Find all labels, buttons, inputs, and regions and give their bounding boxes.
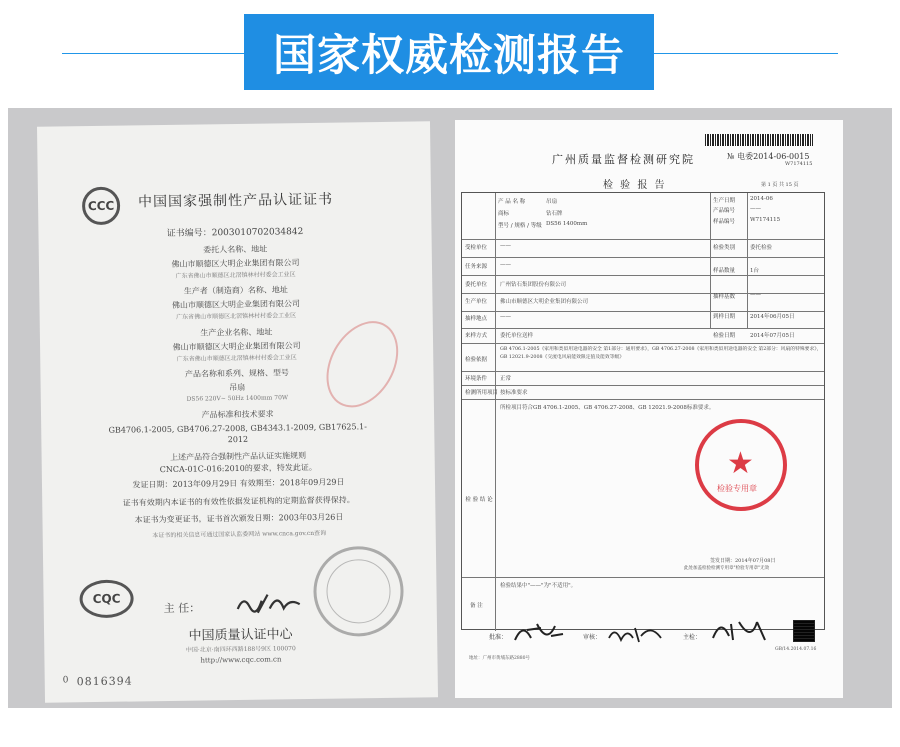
certificate-number: 证书编号：2003010702034842 — [166, 227, 304, 239]
institute-name: 广州质量监督检测研究院 — [552, 153, 695, 166]
approver-signature — [511, 620, 565, 648]
page-indicator: 第 1 页 共 15 页 — [761, 182, 799, 188]
review-label: 审核： — [583, 634, 602, 641]
tester-signature — [707, 616, 771, 644]
conform-line-1: 上述产品符合强制性产品认证实施规则 — [170, 451, 307, 462]
factory-address: 广东省佛山市顺德区北滘镇林村村委会工业区 — [176, 354, 297, 363]
ccc-logo-icon: CCC — [82, 187, 121, 226]
standard-line-2: 2012 — [227, 434, 249, 445]
certificate-dates: 发证日期：2013年09月29日 有效期至：2018年09月29日 — [132, 477, 345, 490]
serial-number: 0816394 — [76, 674, 133, 689]
conform-line-2: CNCA-01C-016:2010的要求，特发此证。 — [159, 462, 317, 475]
footer-code: GB/14.2014.07.16 — [775, 647, 817, 652]
director-signature — [233, 590, 303, 617]
test-label: 主检： — [683, 634, 702, 641]
validity-line: 证书有效期内本证书的有效性依据发证机构的定期监督获得保持。 — [122, 495, 355, 508]
barcode — [705, 134, 813, 146]
factory-label: 生产企业名称、地址 — [200, 327, 273, 338]
report-table: 产 品 名 称 吊扇 商标 钻石牌 型号 / 规格 / 等级 DS56 1400mm 生产日期 2014-06 产品编号 —— 样品编号 W7174115 受检单位 —— 检验类别 委托检验 任务来源 —— 样品数量 1台 委托单位 广州钻石集团股份有限公司 生产单位 佛山市顺德区大明企业集团有限公司 抽样基数 —— 抽样地点 —— 到样日期 2014年06月05日 来样方式 委托单位送样 检验日期 2014年07月05日 检验依据 GB 4706.1-2005《家用和类似用途电器的安全 第1部分：通用要求》，GB 4706.27-2008《家用和类似用途电器的安全 第2部分：风扇的特殊要求》，GB 12021.9-2008《交流电风扇能效限定值及能效等级》 环境条件 正常 检测所用项目 按标准要求 检 验 结 论 所检项目符合GB 4706.1-2005、GB 4706.27-2008、GB 12021.9-2008标准要求。 签发日期：2014年07月08日 此处加盖检验检测专用章"检验专用章"无效 备 注 检验结果中"——"为"不适用"。 — [461, 192, 825, 630]
product-name: 吊扇 — [229, 382, 246, 393]
factory-name: 佛山市顺德区大明企业集团有限公司 — [172, 341, 301, 352]
certificate-title: 中国国家强制性产品认证证书 — [137, 191, 334, 211]
applicant-label: 委托人名称、地址 — [203, 244, 268, 255]
manufacturer-label: 生产者（制造商）名称、地址 — [183, 285, 288, 296]
standard-line: GB4706.1-2005, GB4706.27-2008, GB4343.1-2009, GB17625.1- — [108, 422, 367, 435]
product-model: DS56 220V~ 50Hz 1400mm 70W — [186, 394, 289, 403]
issuer-website: http://www.cqc.com.cn — [200, 655, 282, 665]
reviewer-signature — [605, 622, 665, 646]
cqc-logo-icon: CQC — [79, 579, 134, 618]
applicant-address: 广东省佛山市顺德区北滘镇林村村委会工业区 — [175, 271, 296, 280]
report-number: № 电委2014-06-0015 — [727, 152, 810, 161]
manufacturer-name: 佛山市顺德区大明企业集团有限公司 — [171, 299, 301, 310]
manufacturer-address: 广东省佛山市顺德区北滘镇林村村委会工业区 — [176, 312, 297, 321]
page-title: 国家权威检测报告 — [244, 14, 654, 90]
approve-label: 批准： — [489, 634, 508, 641]
applicant-name: 佛山市顺德区大明企业集团有限公司 — [171, 258, 300, 269]
director-label: 主 任： — [163, 601, 201, 616]
inspection-seal-stamp: ★ 检验专用章 — [695, 419, 787, 511]
query-line: 本证书的相关信息可通过国家认监委网站 www.cnca.gov.cn查询 — [152, 529, 327, 540]
report-title: 检 验 报 告 — [603, 180, 667, 191]
ccc-certificate — [37, 121, 438, 702]
standard-label: 产品标准和技术要求 — [201, 409, 274, 420]
institute-address: 地址：广州市黄埔东路2880号 — [469, 656, 530, 661]
issuer-address: 中国·北京·南四环西路188号9区 100070 — [185, 645, 296, 654]
qr-code-icon — [793, 620, 815, 642]
change-line: 本证书为变更证书，证书首次颁发日期：2003年03月26日 — [134, 512, 344, 525]
report-number-2: W7174115 — [785, 161, 813, 167]
seal-star-icon: ★ — [727, 446, 754, 481]
test-report — [455, 120, 843, 698]
product-label: 产品名称和系列、规格、型号 — [184, 368, 290, 379]
serial-prefix: 0 — [62, 675, 69, 686]
issuer-name: 中国质量认证中心 — [188, 627, 293, 644]
